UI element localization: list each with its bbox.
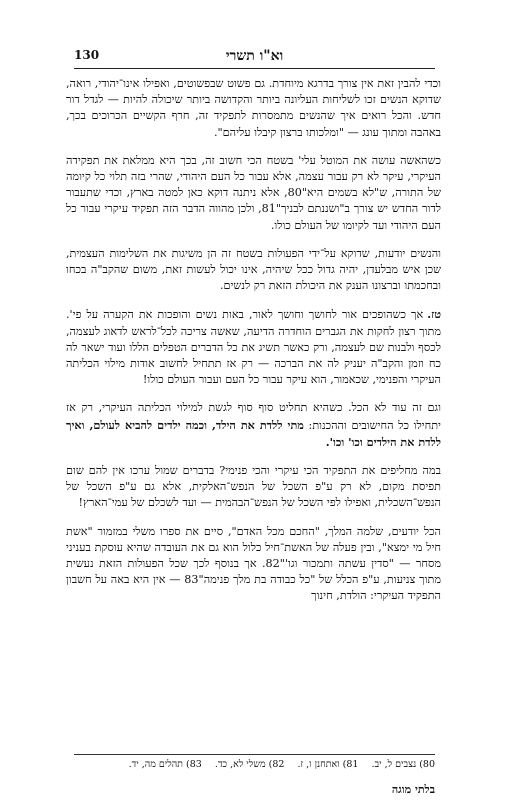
footnote: 80) נצבים ל, יב.	[371, 759, 435, 770]
footnotes	[74, 754, 435, 771]
page-number: 130	[74, 48, 100, 62]
paragraph-5-text: וגם זה עוד לא הכל. כשהיא תחליט סוף סוף לגשת למילוי הכליתה העיקרי, רק אז יתחילו כל החישובים וההכנות:	[66, 401, 441, 432]
edit-status-label: בלתי מוגה	[391, 783, 435, 796]
page-header	[74, 48, 435, 69]
paragraph-5	[66, 400, 441, 451]
section-number: טז.	[427, 307, 441, 322]
paragraph-6: במה מחליפים את התפקיד הכי עיקרי והכי פנימי? בדברים שמול ערכו אין להם שום תפיסת מקום, לא רק ע"פ השכל של הנפש־האלקית, אלא גם ע"פ השכל של הנפש־השכלית, ואפילו לפי השכל של הנפש־הבהמית — ועד לשכלם של עמי־הארץ!	[66, 464, 441, 510]
paragraph-5-bold: מתי ללדת את הילד, וכמה ילדים להביא לעולם, ואיך ללדת את הילדים וכו' וכו'.	[66, 417, 441, 449]
paragraph-3: והנשים יודעות, שדוקא על־ידי הפעולות בשטח זה הן משיגות את השלימות העצמית, שכן איש מבלעדן, יהיה גדול ככל שיהיה, אינו יכול לעשות זאת, משום שהקב"ה בכחו ובחכמתו וברצונו הענק את היכולת הזאת רק לנשים.	[66, 246, 441, 293]
paragraph-2: כשהאשה עושה את המוטל עלי' בשטח הכי חשוב זה, בכך היא ממלאת את תפקידה העיקרי, עיקר לא רק עבור עצמה, אלא עבור כל העם היהודי, שהרי בזה תלוי כל קיומה של התורה, ש"לא בשמים היא"80, אלא ניתנה דוקא כאן למטה בארץ, וכדי שתעבור לדור החדש יש צורך ב"ושננתם לבניך"81, ולכן מהווה הדבר הזה תפקיד עיקרי עבור כל העם היהודי ועד לקיומו של העולם כולו.	[66, 153, 442, 232]
paragraph-1: וכדי להבין זאת אין צורך בדרגא מיוחדת. גם פשוט שבפשוטים, ואפילו אינו־יהודי, רואה, שדוקא הנשים זכו לשליחות העליונה ביותר והקדושה ביותר שיכולה להיות — לגדל דור חדש. והכל רואים איך שהנשים מתמסרות לתפקיד זה, חרף הקשיים הכרוכים בכך, באהבה ומתוך עונג — "ומלכותו ברצון קיבלו עליהם".	[66, 77, 441, 139]
running-title: וא"ו תשרי	[225, 48, 284, 64]
paragraph-7: הכל יודעים, שלמה המלך, "החכם מכל האדם", סיים את ספרו משלי במזמור "אשת חיל מי ימצא", ובין פעלה של האשת־חיל כלול הוא גם את העובדה שהיא עוסקת בעניני מסחר — "סדין עשתה ותמכור וגו'"82. אך בנוסף לכך שכל הפעולות הזאת נעשית מתוך צניעות, ע"פ הכלל של "כל כבודה בת מלך פנימה"83 — אין היא באה על חשבון התפקיד העיקרי: הולדת, חינוך	[66, 524, 441, 603]
main-text	[66, 76, 441, 605]
footnote: 83) תהלים מה, יד.	[128, 759, 202, 770]
footnote: 81) ואתחנן ו, ז.	[297, 759, 359, 770]
paragraph-4-text: אך כשהופכים אור לחושך וחושך לאור, באות נשים והופכות את הקערה על פי'. מתוך רצון לחקות את הגברים הוחדרה הדיעה, שאשה צריכה לכל־לראש לדאוג לעצמה, לכסף ולבנות שם לעצמה, ורק כאשר תשיג את כל הדברים הטפלים הללו ועוד ישאר לה כח וזמן והקב"ה יעניק לה את הברכה — רק אז תתחיל לחשוב אודות מילוי הכליתה העיקרי והפנימי, שכאמור, הוא עיקר עבור כל העם ועבור העולם כולו!	[66, 308, 441, 387]
footnote: 82) משלי לא, כד.	[214, 759, 285, 770]
paragraph-4	[66, 306, 441, 388]
